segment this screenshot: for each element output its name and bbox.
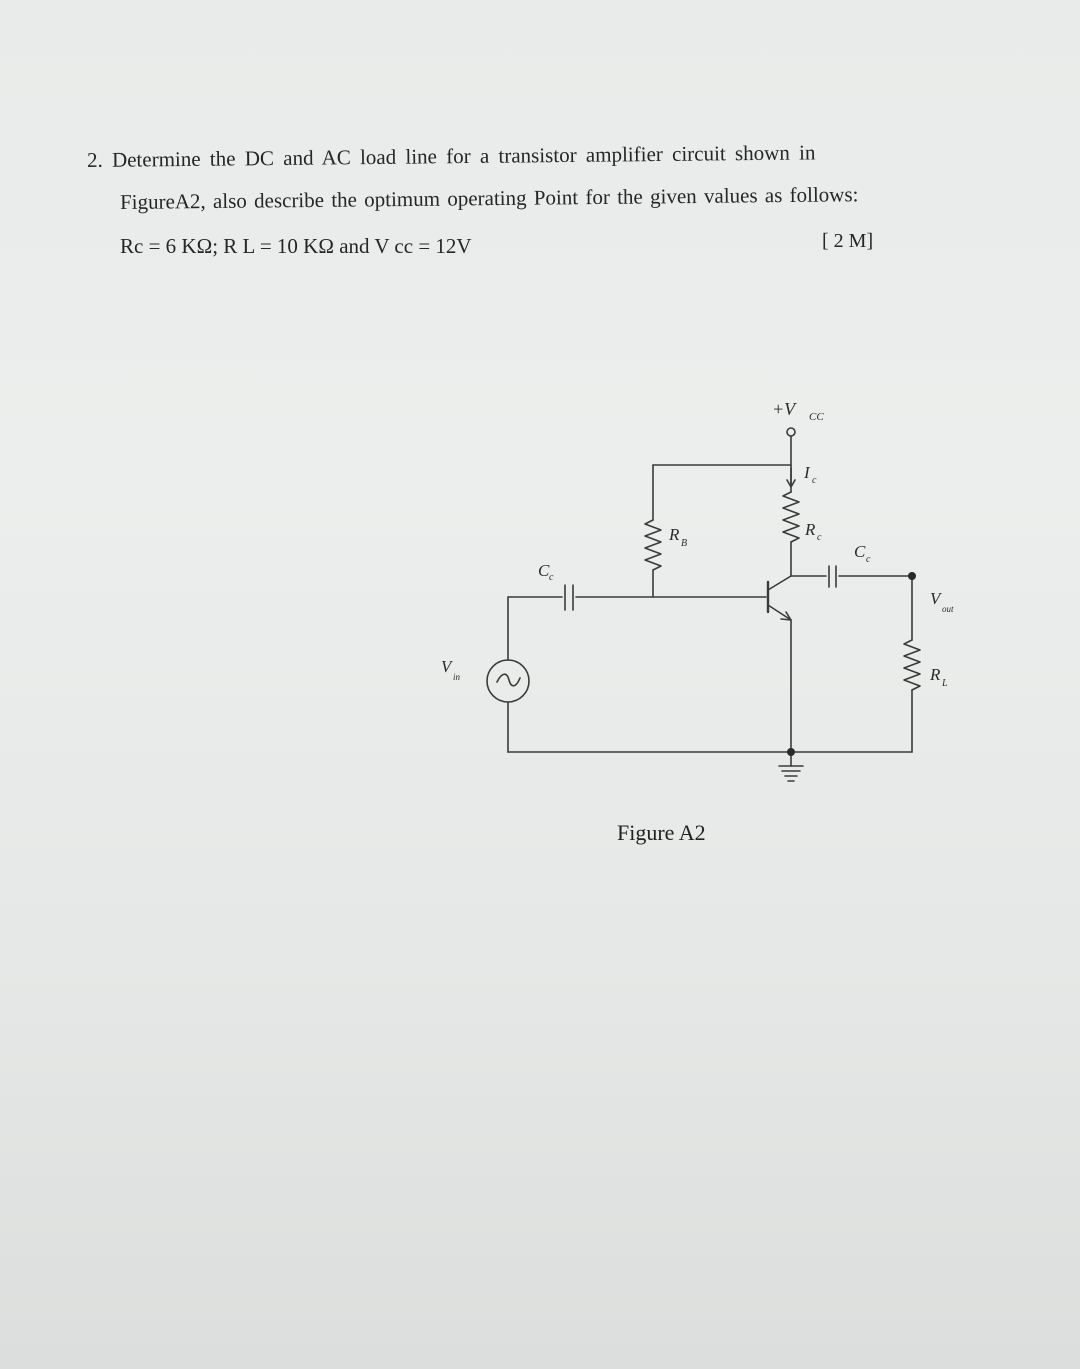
- rc-label-sub: c: [817, 532, 822, 543]
- rl-resistor: [904, 640, 920, 690]
- rc-label: R: [805, 520, 816, 539]
- vcc-label-sub: CC: [809, 411, 824, 423]
- cc-out-label: C: [854, 542, 866, 561]
- cc-in-label-sub: c: [549, 572, 554, 583]
- vout-label: V: [930, 589, 941, 608]
- rc-resistor: [783, 492, 799, 542]
- rb-resistor: [645, 520, 661, 570]
- rb-label-sub: B: [681, 538, 688, 549]
- transistor: [768, 576, 791, 620]
- rb-label: R: [669, 525, 680, 544]
- question-line-1: 2. Determine the DC and AC load line for a transistor amplifier circuit shown in: [86, 140, 816, 172]
- vout-label-sub: out: [942, 604, 954, 614]
- vin-label: V: [441, 657, 452, 676]
- question-line-2: FigureA2, also describe the optimum operating Point for the given values as follows:: [119, 182, 859, 214]
- ground-symbol: [779, 752, 803, 781]
- question-marks: [ 2 M]: [822, 230, 874, 252]
- rl-label: R: [930, 665, 941, 684]
- cc-out-capacitor: [829, 566, 836, 587]
- ground-node: [787, 748, 795, 756]
- vcc-label: +V: [772, 399, 796, 419]
- vin-source: [487, 660, 529, 702]
- ic-label: I: [804, 463, 810, 482]
- rl-label-sub: L: [942, 678, 948, 689]
- figure-caption: Figure A2: [617, 820, 706, 845]
- question-line-3: Rc = 6 KΩ; R L = 10 KΩ and V cc = 12V: [120, 234, 472, 258]
- cc-in-capacitor: [565, 585, 573, 610]
- vin-label-sub: in: [453, 672, 461, 682]
- cc-in-label: C: [538, 561, 550, 580]
- cc-out-label-sub: c: [866, 554, 871, 565]
- ic-arrow: [787, 468, 795, 487]
- ic-label-sub: c: [812, 475, 817, 486]
- vout-terminal: [908, 572, 916, 580]
